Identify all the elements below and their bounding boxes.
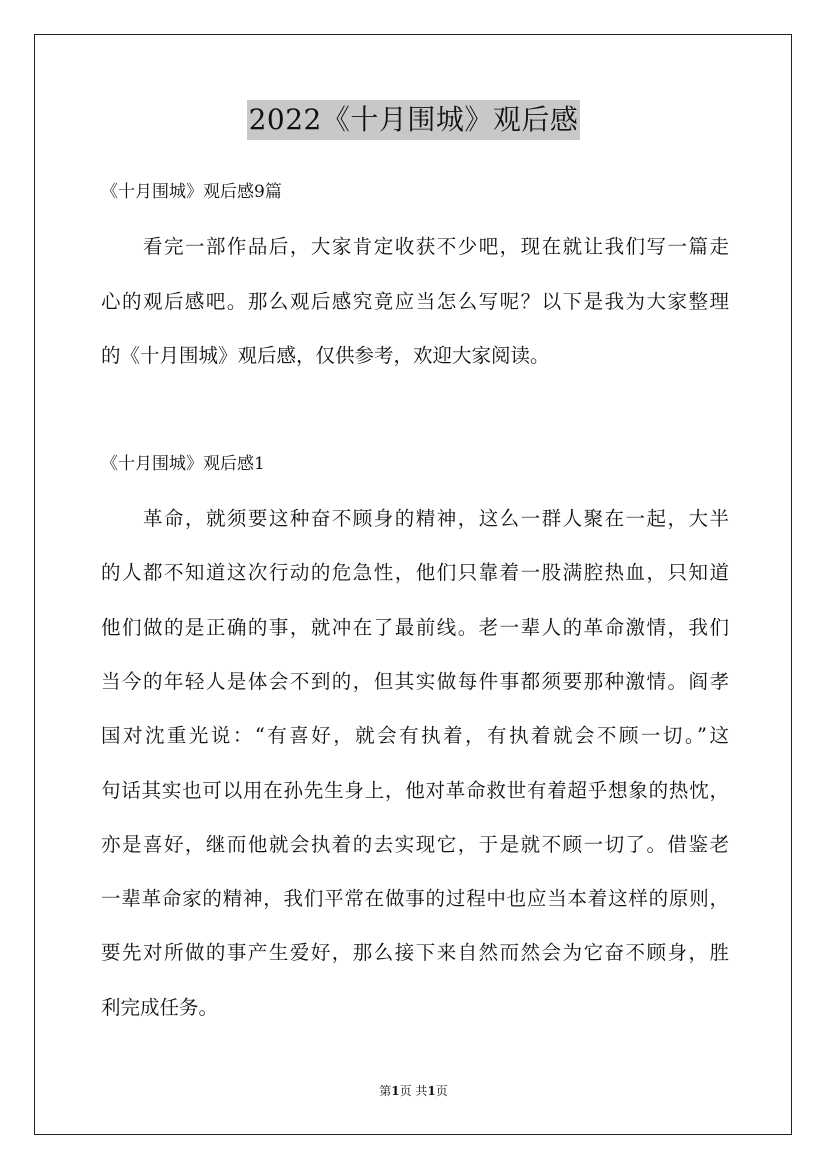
body-line: 一辈革命家的精神，我们平常在做事的过程中也应当本着这样的原则， [101,887,729,910]
body-line: 亦是喜好，继而他就会执着的去实现它，于是就不顾一切了。借鉴老 [101,833,729,856]
intro-line: 的《十月围城》观后感，仅供参考，欢迎大家阅读。 [101,344,550,367]
body-line: 利完成任务。 [101,996,219,1019]
body-line: 的人都不知道这次行动的危急性，他们只靠着一股满腔热血，只知道 [101,561,729,584]
section-heading: 《十月围城》观后感1 [101,454,265,474]
footer-page-total: 1 [427,1084,436,1098]
body-line: 当今的年轻人是体会不到的，但其实做每件事都须要那种激情。阎孝 [101,670,729,693]
page-footer [0,1083,827,1099]
body-line: 革命，就须要这种奋不顾身的精神，这么一群人聚在一起，大半 [143,507,729,530]
title-container [0,100,827,140]
footer-suffix: 页 [435,1084,448,1098]
body-line: 句话其实也可以用在孙先生身上，他对革命救世有着超乎想象的热忱， [101,779,729,802]
footer-mid: 页 共 [399,1084,428,1098]
body-line: 国对沈重光说：“有喜好，就会有执着，有执着就会不顾一切。”这 [101,724,729,747]
footer-prefix: 第 [379,1084,392,1098]
intro-line: 心的观后感吧。那么观后感究竟应当怎么写呢？以下是我为大家整理 [101,290,729,313]
document-subtitle: 《十月围城》观后感9篇 [101,182,282,202]
body-line: 他们做的是正确的事，就冲在了最前线。老一辈人的革命激情，我们 [101,616,729,639]
document-title: 2022《十月围城》观后感 [247,100,581,140]
intro-line: 看完一部作品后，大家肯定收获不少吧，现在就让我们写一篇走 [143,235,729,258]
body-line: 要先对所做的事产生爱好，那么接下来自然而然会为它奋不顾身，胜 [101,941,729,964]
footer-page-current: 1 [391,1084,400,1098]
